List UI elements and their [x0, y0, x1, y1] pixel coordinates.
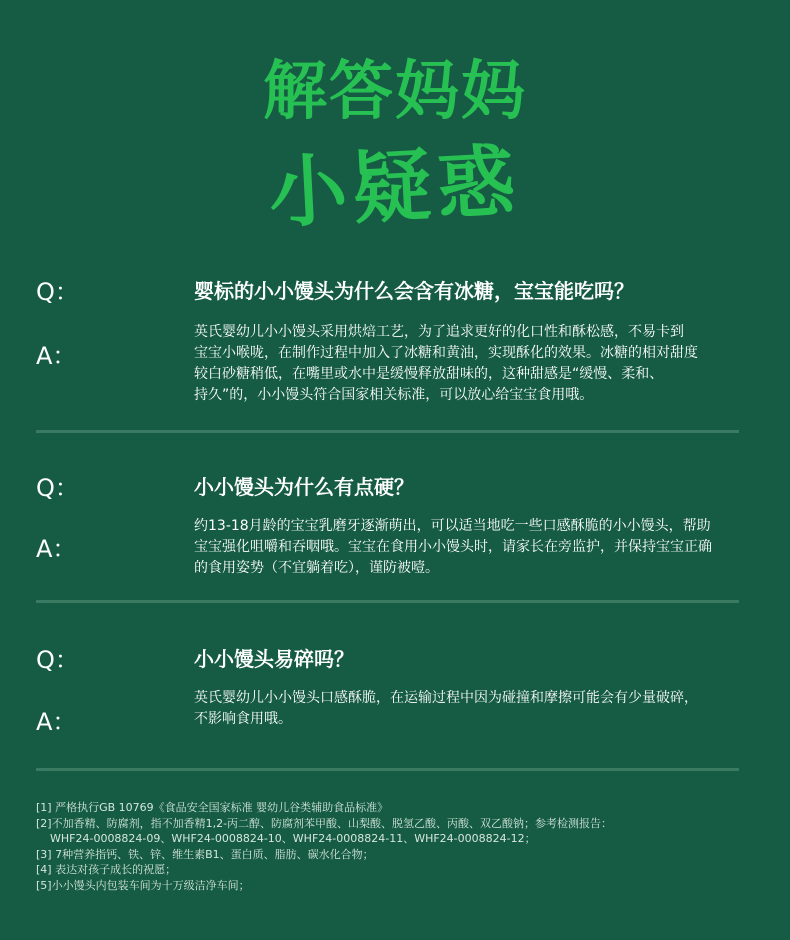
- question-label: Q：: [36, 646, 79, 674]
- answer-text: 英氏婴幼儿小小馒头口感酥脆，在运输过程中因为碰撞和摩擦可能会有少量破碎， 不影响食用哦。: [194, 690, 698, 727]
- divider: [36, 768, 739, 771]
- question-text: 小小馒头为什么有点硬？: [194, 475, 414, 499]
- answer-label: A：: [36, 708, 77, 736]
- answer-text: 约13-18月龄的宝宝乳磨牙逐渐萌出，可以适当地吃一些口感酥脆的小小馒头，帮助 宝宝强化咀嚼和吞咽哦。宝宝在食用小小馒头时，请家长在旁监护，并保持宝宝正确 的食用姿势（不宜躺着吃），谨防被噎。: [194, 518, 712, 576]
- divider: [36, 430, 739, 433]
- answer-text: 英氏婴幼儿小小馒头采用烘焙工艺，为了追求更好的化口性和酥松感，不易卡到 宝宝小喉咙，在制作过程中加入了冰糖和黄油，实现酥化的效果。冰糖的相对甜度 较白砂糖稍低，在嘴里或水中是缓慢释放甜味的，这种甜感是“缓慢、柔和、 持久”的，小小馒头符合国家相关标准，可以放心给宝宝食用哦。: [194, 324, 698, 403]
- footnote: [3] 7种营养指钙、铁、锌、维生素B1、蛋白质、脂肪、碳水化合物；: [36, 847, 374, 861]
- answer-label: A：: [36, 535, 77, 563]
- page-subtitle: 小疑惑: [266, 136, 524, 240]
- footnote: [1] 严格执行GB 10769《食品安全国家标准 婴幼儿谷类辅助食品标准》: [36, 801, 389, 814]
- footnote: [2]不加香精、防腐剂，指不加香精1,2-丙二醇、防腐剂苯甲酸、山梨酸、脱氢乙酸、丙酸、双乙酸钠；参考检测报告：: [36, 816, 613, 830]
- question-text: 婴标的小小馒头为什么会含有冰糖，宝宝能吃吗？: [194, 279, 634, 303]
- question-text: 小小馒头易碎吗？: [194, 647, 354, 671]
- answer-label: A：: [36, 342, 77, 370]
- page-title: 解答妈妈: [263, 55, 527, 129]
- footnotes: [36, 800, 756, 893]
- footnote: [4] 表达对孩子成长的祝愿；: [36, 863, 177, 876]
- footnote: WHF24-0008824-09、WHF24-0008824-10、WHF24-0008824-11、WHF24-0008824-12；: [50, 832, 536, 845]
- question-label: Q：: [36, 474, 79, 502]
- question-label: Q：: [36, 278, 79, 306]
- footnote: [5]小小馒头内包装车间为十万级洁净车间；: [36, 878, 250, 892]
- divider: [36, 600, 739, 603]
